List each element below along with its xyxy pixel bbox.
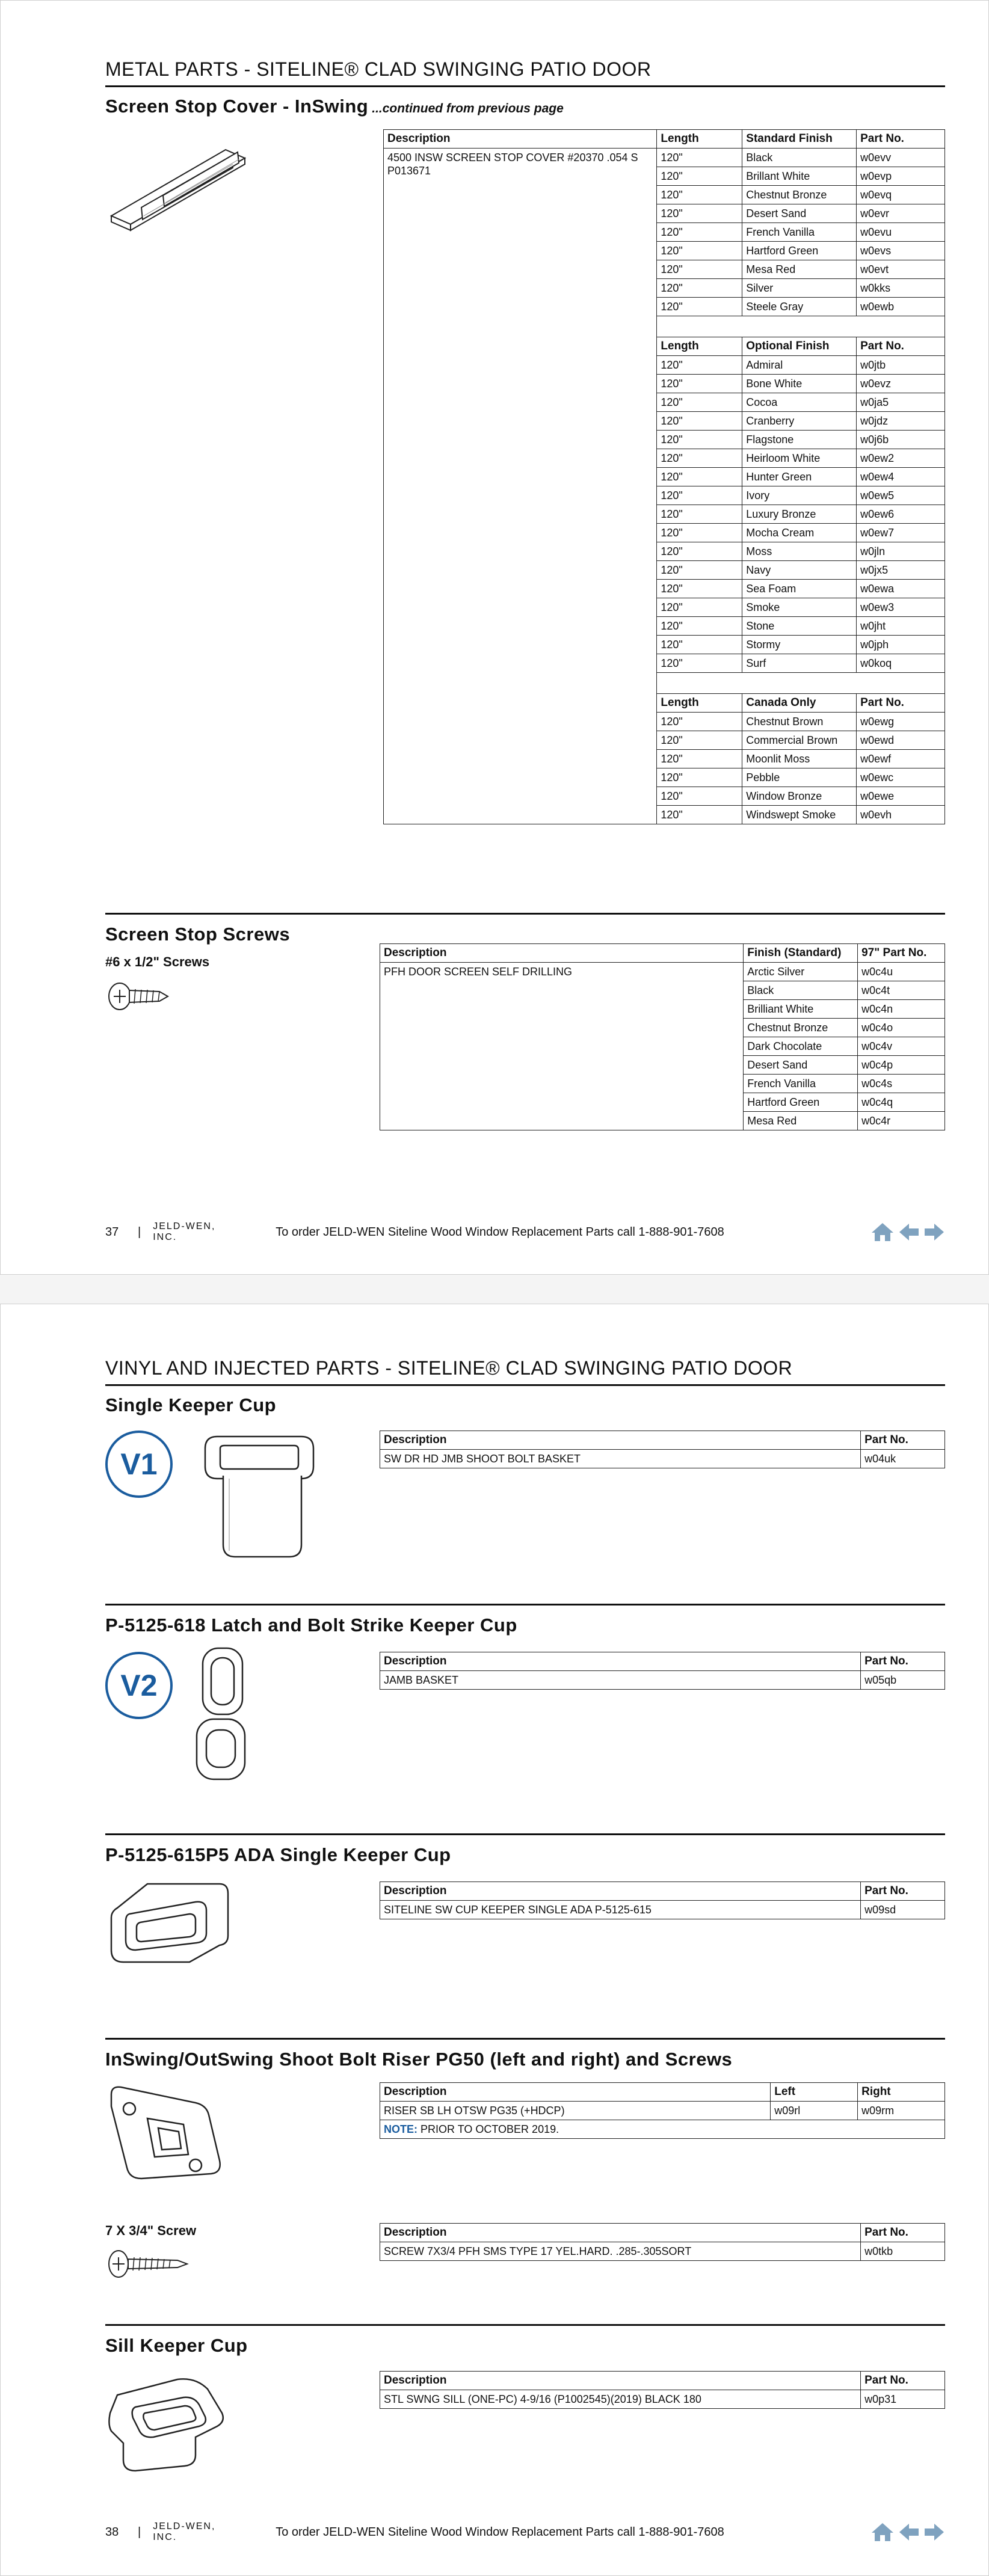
cell-length: 120" xyxy=(657,468,742,486)
section-heading-shoot-bolt-riser: InSwing/OutSwing Shoot Bolt Riser PG50 (left and right) and Screws xyxy=(105,2049,733,2070)
cell-finish: Dark Chocolate xyxy=(744,1037,858,1056)
section-divider xyxy=(105,2324,945,2326)
cell-length: 120" xyxy=(657,149,742,167)
cell-part-no: w0evv xyxy=(857,149,945,167)
section-heading-screen-stop-screws: Screen Stop Screws xyxy=(105,924,291,945)
cell-length: 120" xyxy=(657,505,742,524)
screw-illustration xyxy=(105,2246,189,2282)
table-row xyxy=(380,1901,945,1919)
single-keeper-cup-table xyxy=(380,1431,945,1468)
cell-length: 120" xyxy=(657,561,742,580)
cell-finish: Windswept Smoke xyxy=(742,806,857,824)
col-description: Description xyxy=(384,130,657,149)
cell-length: 120" xyxy=(657,449,742,468)
footer-separator: | xyxy=(138,1225,141,1239)
cell-part-no: w0koq xyxy=(857,654,945,673)
order-phone-text: To order JELD-WEN Siteline Wood Window Replacement Parts call 1-888-901-7608 xyxy=(276,1225,724,1239)
cell-length: 120" xyxy=(657,431,742,449)
col-part-no: Part No. xyxy=(861,1882,945,1901)
section-divider xyxy=(105,913,945,915)
col-part-no: Part No. xyxy=(857,130,945,149)
cell-part-no: w0ew7 xyxy=(857,524,945,542)
cell-finish: Arctic Silver xyxy=(744,963,858,981)
cell-part-no: w0evu xyxy=(857,223,945,242)
screen-stop-cover-table xyxy=(383,129,945,824)
cell-finish: Desert Sand xyxy=(744,1056,858,1075)
cell-description: STL SWNG SILL (ONE-PC) 4-9/16 (P1002545)(2019) BLACK 180 xyxy=(380,2390,861,2409)
cell-finish: Chestnut Bronze xyxy=(744,1019,858,1037)
note-label: NOTE: xyxy=(384,2123,417,2135)
page-title: VINYL AND INJECTED PARTS - SITELINE® CLAD SWINGING PATIO DOOR xyxy=(105,1357,945,1386)
cell-length: 120" xyxy=(657,186,742,204)
cell-finish: Mesa Red xyxy=(742,260,857,279)
cell-length: 120" xyxy=(657,298,742,316)
cell-length: 120" xyxy=(657,412,742,431)
cell-length: 120" xyxy=(657,806,742,824)
table-row xyxy=(380,963,945,981)
section-heading-latch-bolt-keeper-cup: P-5125-618 Latch and Bolt Strike Keeper Cup xyxy=(105,1615,517,1636)
cell-length: 120" xyxy=(657,260,742,279)
note-text: PRIOR TO OCTOBER 2019. xyxy=(421,2123,559,2135)
arrow-left-icon[interactable] xyxy=(898,1222,920,1242)
page-37 xyxy=(0,0,989,1275)
col-optional-finish: Optional Finish xyxy=(742,337,857,356)
screw-size-label: 7 X 3/4" Screw xyxy=(105,2223,197,2238)
cell-part-no: w0jht xyxy=(857,617,945,636)
cell-description: 4500 INSW SCREEN STOP COVER #20370 .054 S P013671 xyxy=(384,149,657,824)
cell-length: 120" xyxy=(657,787,742,806)
screw-size-label: #6 x 1/2" Screws xyxy=(105,954,210,969)
section-heading-sill-keeper-cup: Sill Keeper Cup xyxy=(105,2335,248,2356)
cell-length: 120" xyxy=(657,204,742,223)
cell-part-no: w0jtb xyxy=(857,356,945,375)
ada-keeper-cup-illustration xyxy=(105,1878,232,1968)
col-part-no: Part No. xyxy=(861,2372,945,2390)
cell-part-no: w0c4s xyxy=(858,1075,945,1093)
cell-finish: Bone White xyxy=(742,375,857,393)
cell-finish: Desert Sand xyxy=(742,204,857,223)
col-description: Description xyxy=(380,2224,861,2242)
col-standard-finish: Standard Finish xyxy=(742,130,857,149)
cell-length: 120" xyxy=(657,654,742,673)
cell-description: JAMB BASKET xyxy=(380,1671,861,1690)
cell-part-no: w0jph xyxy=(857,636,945,654)
page-footer xyxy=(105,1221,945,1243)
cell-description: SITELINE SW CUP KEEPER SINGLE ADA P-5125-615 xyxy=(380,1901,861,1919)
cell-finish: Cocoa xyxy=(742,393,857,412)
cell-part-no: w0c4n xyxy=(858,1000,945,1019)
col-length: Length xyxy=(657,130,742,149)
col-description: Description xyxy=(380,1882,861,1901)
note-row xyxy=(380,2120,945,2139)
col-left: Left xyxy=(771,2083,858,2102)
page-title: METAL PARTS - SITELINE® CLAD SWINGING PATIO DOOR xyxy=(105,58,945,87)
cell-part-no: w0ewf xyxy=(857,750,945,768)
cell-length: 120" xyxy=(657,713,742,731)
cell-finish: Navy xyxy=(742,561,857,580)
cell-part-no: w0ew5 xyxy=(857,486,945,505)
cell-finish: Cranberry xyxy=(742,412,857,431)
ada-keeper-cup-table xyxy=(380,1881,945,1919)
page-number: 37 xyxy=(105,1225,119,1239)
cell-finish: French Vanilla xyxy=(744,1075,858,1093)
cell-part-no: w0c4p xyxy=(858,1056,945,1075)
cell-finish: Moss xyxy=(742,542,857,561)
header-row xyxy=(380,944,945,963)
cell-finish: Brilliant White xyxy=(744,1000,858,1019)
cell-finish: Admiral xyxy=(742,356,857,375)
cell-length: 120" xyxy=(657,750,742,768)
cell-part-no: w0c4u xyxy=(858,963,945,981)
cell-finish: Ivory xyxy=(742,486,857,505)
col-description: Description xyxy=(380,1431,861,1450)
cell-part-no: w0c4q xyxy=(858,1093,945,1112)
cell-part-no: w0ewe xyxy=(857,787,945,806)
cell-part-no: w0evt xyxy=(857,260,945,279)
cell-description: PFH DOOR SCREEN SELF DRILLING xyxy=(380,963,744,1130)
screw-table xyxy=(380,2223,945,2261)
cell-part-no: w0j6b xyxy=(857,431,945,449)
col-part-no: Part No. xyxy=(861,1652,945,1671)
col-part-no: 97" Part No. xyxy=(858,944,945,963)
table-row xyxy=(384,149,945,167)
section-heading-ada-keeper-cup: P-5125-615P5 ADA Single Keeper Cup xyxy=(105,1844,451,1865)
screen-stop-screws-table xyxy=(380,943,945,1130)
cell-part-no: w0tkb xyxy=(861,2242,945,2261)
cell-finish: Hartford Green xyxy=(742,242,857,260)
company-name: JELD-WEN, INC. xyxy=(153,2521,216,2542)
cell-part-no: w0ew4 xyxy=(857,468,945,486)
cell-length: 120" xyxy=(657,393,742,412)
cell-part-no: w0evh xyxy=(857,806,945,824)
section-divider xyxy=(105,1604,945,1605)
col-part-no: Part No. xyxy=(861,2224,945,2242)
col-part-no: Part No. xyxy=(857,694,945,713)
cell-part-no: w09sd xyxy=(861,1901,945,1919)
cell-part-no: w0c4r xyxy=(858,1112,945,1130)
col-description: Description xyxy=(380,944,744,963)
cell-finish: Mocha Cream xyxy=(742,524,857,542)
shoot-bolt-riser-illustration xyxy=(105,2082,226,2185)
table-row xyxy=(380,1450,945,1468)
col-length: Length xyxy=(657,694,742,713)
cell-finish: Pebble xyxy=(742,768,857,787)
screw-illustration xyxy=(105,978,171,1014)
cell-part-no: w0jdz xyxy=(857,412,945,431)
cell-finish: Luxury Bronze xyxy=(742,505,857,524)
col-description: Description xyxy=(380,2083,771,2102)
cell-finish: Chestnut Bronze xyxy=(742,186,857,204)
table-row xyxy=(380,2242,945,2261)
sill-keeper-cup-illustration xyxy=(105,2371,226,2473)
col-description: Description xyxy=(380,1652,861,1671)
cell-finish: Steele Gray xyxy=(742,298,857,316)
cell-part-no: w0c4v xyxy=(858,1037,945,1056)
cell-part-no: w0jx5 xyxy=(857,561,945,580)
cell-length: 120" xyxy=(657,524,742,542)
cell-finish: Stormy xyxy=(742,636,857,654)
nav-icons xyxy=(870,2522,945,2542)
col-length: Length xyxy=(657,337,742,356)
cell-part-no: w0evr xyxy=(857,204,945,223)
cell-length: 120" xyxy=(657,768,742,787)
cell-finish: French Vanilla xyxy=(742,223,857,242)
cell-description: SW DR HD JMB SHOOT BOLT BASKET xyxy=(380,1450,861,1468)
page-number: 38 xyxy=(105,2525,119,2539)
cell-finish: Stone xyxy=(742,617,857,636)
cell-finish: Brillant White xyxy=(742,167,857,186)
badge-v2: V2 xyxy=(105,1652,173,1719)
cell-part-no: w0ewa xyxy=(857,580,945,598)
cell-finish: Smoke xyxy=(742,598,857,617)
home-icon[interactable] xyxy=(870,1222,895,1242)
cell-length: 120" xyxy=(657,598,742,617)
company-name: JELD-WEN, INC. xyxy=(153,1221,216,1242)
table-row xyxy=(380,2390,945,2409)
cell-finish: Surf xyxy=(742,654,857,673)
section-title: Screen Stop Cover - InSwing xyxy=(105,96,369,117)
col-part-no: Part No. xyxy=(861,1431,945,1450)
cell-length: 120" xyxy=(657,223,742,242)
cell-description: RISER SB LH OTSW PG35 (+HDCP) xyxy=(380,2102,771,2120)
section-divider xyxy=(105,1833,945,1835)
cell-part-no: w0jln xyxy=(857,542,945,561)
cell-finish: Hunter Green xyxy=(742,468,857,486)
table-row xyxy=(380,2102,945,2120)
note-cell xyxy=(380,2120,945,2139)
section-divider xyxy=(105,2038,945,2040)
cell-length: 120" xyxy=(657,375,742,393)
cell-length: 120" xyxy=(657,486,742,505)
cell-finish: Silver xyxy=(742,279,857,298)
cell-part-no: w0kks xyxy=(857,279,945,298)
cell-left-part: w09rl xyxy=(771,2102,858,2120)
cell-finish: Hartford Green xyxy=(744,1093,858,1112)
nav-icons xyxy=(870,1222,945,1242)
cell-part-no: w0c4t xyxy=(858,981,945,1000)
home-icon[interactable] xyxy=(870,2522,895,2542)
arrow-left-icon[interactable] xyxy=(898,2522,920,2542)
cell-description: SCREW 7X3/4 PFH SMS TYPE 17 YEL.HARD. .285-.305SORT xyxy=(380,2242,861,2261)
cell-finish: Black xyxy=(742,149,857,167)
continued-note: ...continued from previous page xyxy=(372,102,564,115)
cell-length: 120" xyxy=(657,542,742,561)
cell-part-no: w0c4o xyxy=(858,1019,945,1037)
order-phone-text: To order JELD-WEN Siteline Wood Window Replacement Parts call 1-888-901-7608 xyxy=(276,2525,724,2539)
cell-part-no: w0evp xyxy=(857,167,945,186)
cell-part-no: w0ew6 xyxy=(857,505,945,524)
cell-length: 120" xyxy=(657,580,742,598)
cell-finish: Sea Foam xyxy=(742,580,857,598)
arrow-right-icon[interactable] xyxy=(923,1222,945,1242)
section-heading-single-keeper-cup: Single Keeper Cup xyxy=(105,1394,277,1415)
table-row xyxy=(380,1671,945,1690)
latch-bolt-keeper-cup-illustration xyxy=(191,1645,257,1789)
cell-finish: Moonlit Moss xyxy=(742,750,857,768)
cell-part-no: w0evz xyxy=(857,375,945,393)
single-keeper-cup-illustration xyxy=(193,1424,325,1569)
cell-length: 120" xyxy=(657,356,742,375)
cell-part-no: w0evq xyxy=(857,186,945,204)
cell-part-no: w05qb xyxy=(861,1671,945,1690)
cell-length: 120" xyxy=(657,242,742,260)
cell-finish: Flagstone xyxy=(742,431,857,449)
shoot-bolt-riser-table xyxy=(380,2082,945,2139)
cell-part-no: w0ewc xyxy=(857,768,945,787)
page-38 xyxy=(0,1304,989,2576)
col-right: Right xyxy=(858,2083,945,2102)
badge-v1: V1 xyxy=(105,1431,173,1498)
section-heading-screen-stop-cover xyxy=(105,96,564,117)
cell-part-no: w0p31 xyxy=(861,2390,945,2409)
screen-stop-cover-illustration xyxy=(105,126,250,246)
footer-separator: | xyxy=(138,2525,141,2539)
cell-finish: Chestnut Brown xyxy=(742,713,857,731)
cell-part-no: w04uk xyxy=(861,1450,945,1468)
cell-right-part: w09rm xyxy=(858,2102,945,2120)
cell-part-no: w0evs xyxy=(857,242,945,260)
cell-part-no: w0ja5 xyxy=(857,393,945,412)
cell-length: 120" xyxy=(657,167,742,186)
cell-finish: Window Bronze xyxy=(742,787,857,806)
cell-part-no: w0ewg xyxy=(857,713,945,731)
cell-finish: Black xyxy=(744,981,858,1000)
cell-part-no: w0ewb xyxy=(857,298,945,316)
cell-finish: Mesa Red xyxy=(744,1112,858,1130)
cell-length: 120" xyxy=(657,617,742,636)
latch-bolt-keeper-cup-table xyxy=(380,1652,945,1690)
cell-part-no: w0ew2 xyxy=(857,449,945,468)
cell-length: 120" xyxy=(657,279,742,298)
cell-part-no: w0ewd xyxy=(857,731,945,750)
sill-keeper-cup-table xyxy=(380,2371,945,2409)
col-finish: Finish (Standard) xyxy=(744,944,858,963)
cell-part-no: w0ew3 xyxy=(857,598,945,617)
cell-finish: Commercial Brown xyxy=(742,731,857,750)
standard-header-row xyxy=(384,130,945,149)
page-footer xyxy=(105,2521,945,2543)
col-canada-finish: Canada Only xyxy=(742,694,857,713)
cell-length: 120" xyxy=(657,636,742,654)
cell-finish: Heirloom White xyxy=(742,449,857,468)
arrow-right-icon[interactable] xyxy=(923,2522,945,2542)
col-part-no: Part No. xyxy=(857,337,945,356)
cell-length: 120" xyxy=(657,731,742,750)
col-description: Description xyxy=(380,2372,861,2390)
